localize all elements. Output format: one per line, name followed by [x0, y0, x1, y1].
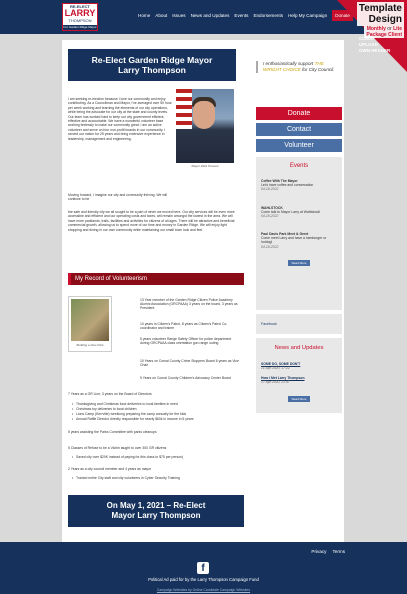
list-item: • Thanksgiving and Christmas food deliveries to local families in need — [76, 402, 236, 406]
event-desc: Come meet Larry and have a hamburger or hotdog! — [261, 236, 327, 245]
volunteer-item: 7 Years as a GR Lion; 3 years on the Board of Directors — [68, 392, 152, 396]
site-footer — [0, 542, 407, 594]
ribbon-title-2: Design — [368, 14, 402, 25]
volunteer-item: 5 years assisting the Parks Committee with parks cleanups — [68, 430, 157, 434]
election-banner — [68, 495, 244, 527]
ribbon-plan-or: or — [387, 26, 392, 32]
nav-events[interactable]: Events — [234, 13, 249, 18]
nav-about[interactable]: About — [155, 13, 168, 18]
intro-paragraph-1: I am seeking re-election because I love our community and enjoy contributing. As a Councilman and Mayor, I've averaged over 50 hour per week working and learning the elements of our city operations, while being the advocate for our city at the state and county levels. Our team has worked hard to keep our city government efficient, effective and accountable. We have a wonderful volunteer base working tirelessly to make our community great. I am an active volunteer and serve on four non-profit boards in our community. I served our nation for 25 years and bring extensive experience in leadership, management and engineering. — [68, 97, 172, 141]
event-date: 04-18-2022 — [261, 187, 279, 192]
volunteer-item: 10 Years on Comal County Crime Stoppers Board 6 years as Vice Chair — [140, 359, 239, 368]
campaign-logo[interactable] — [62, 3, 98, 31]
event-title: Paul Davis Park Meet & Greet — [261, 232, 309, 236]
flag-graphic — [176, 89, 192, 129]
intro-paragraph-2: Moving forward, I imagine our city and community thriving. We will continue to be — [68, 193, 168, 202]
volunteer-item: 5 Classes of Refuse to be a Victim taught to over 300 GR citizens — [68, 446, 167, 450]
photo-face — [193, 101, 215, 129]
list-item: • Lions Camp (Kerrville) weeklong preparing the camp annually for the kids — [76, 412, 236, 416]
event-date: 04-18-2022 — [261, 244, 279, 249]
ribbon-plan-b: Lite — [393, 26, 402, 32]
mayor-photo — [176, 89, 234, 163]
quote-highlight: THE WRIGHT CHOICE — [263, 61, 324, 72]
event-title: WAHLSTOCK — [261, 206, 283, 210]
volunteer-photo — [68, 296, 112, 352]
banner-line-1: On May 1, 2021 – Re-Elect — [106, 501, 206, 510]
quote-pre: I enthusiastically support — [263, 61, 314, 66]
facebook-link[interactable]: Facebook — [261, 322, 277, 326]
events-heading: Events — [289, 163, 309, 169]
ribbon-plan-c: Package Client — [366, 32, 402, 38]
list-item: • Christmas toy deliveries to local children — [76, 407, 236, 411]
events-panel — [256, 157, 342, 310]
event-desc: Let's have coffee and conversation — [261, 183, 314, 188]
hero-title — [68, 49, 236, 81]
nav-donate[interactable]: Donate — [332, 10, 353, 21]
nav-news[interactable]: News and Updates — [190, 13, 230, 18]
ribbon-badge-2: UPLOAD — [359, 42, 378, 47]
volunteer-item: 5 years volunteer Range Safety Officer for police department during GRCPAAA class orientation gun range outing — [140, 337, 232, 346]
volunteer-button[interactable]: Volunteer — [256, 139, 342, 152]
credit-link[interactable]: Campaign Websites by Online Candidate Campaign Websites — [156, 588, 251, 592]
event-desc: Come talk to Mayor Larry at Wahlstock! — [261, 210, 321, 215]
nav-home[interactable]: Home — [138, 13, 151, 18]
footer-links — [311, 549, 345, 554]
volunteer-heading: My Record of Volunteerism — [68, 273, 244, 285]
nav-endorsements[interactable]: Endorsements — [253, 13, 284, 18]
event-title: Coffee With The Mayor — [261, 179, 298, 183]
news-read-more-button[interactable]: Read More — [288, 396, 310, 402]
photo-caption: Mayor 2021 Present — [191, 164, 219, 168]
endorsement-quote — [256, 61, 342, 73]
logo-name: LARRY — [64, 8, 96, 18]
privacy-link[interactable]: Privacy — [311, 549, 327, 554]
nav-help[interactable]: Help My Campaign — [288, 13, 328, 18]
news-date: 21 Apr 2020, 17:22 — [261, 366, 290, 371]
donate-button[interactable]: Donate — [256, 107, 342, 120]
main-nav — [138, 13, 353, 21]
event-date: 04-18-2022 — [261, 214, 279, 219]
facebook-panel — [256, 314, 342, 334]
news-panel — [256, 338, 342, 413]
volunteer-photo-caption: Building a New Park — [76, 343, 104, 347]
paid-for-notice: Political Ad paid for by the Larry Thompson Campaign Fund — [148, 577, 259, 582]
banner-line-2: Mayor Larry Thompson — [111, 511, 201, 520]
news-item[interactable] — [261, 376, 337, 384]
logo-sub: THOMPSON — [68, 18, 92, 23]
ribbon-badge-1: CLIENT — [359, 36, 376, 41]
news-date: 17 Apr 2020, 21:47 — [261, 380, 290, 385]
template-ribbon — [337, 0, 407, 72]
volunteer-item: 5 Years on Comal County Children's Advocacy Center Board — [140, 376, 231, 380]
ribbon-badge-3: OWN HEADER — [359, 48, 391, 53]
list-item: • Saved city over $20K instead of paying for this class to $75 per person) — [76, 455, 236, 459]
terms-link[interactable]: Terms — [332, 549, 345, 554]
quote-post: for City Council. — [302, 67, 335, 72]
hero-title-2: Larry Thompson — [118, 65, 186, 75]
park-image — [71, 299, 109, 341]
nav-issues[interactable]: Issues — [172, 13, 186, 18]
list-item: • Trained entire City staff and city volunteers in Cyber Security Training — [76, 476, 236, 480]
news-heading: News and Updates — [274, 345, 324, 351]
event-item[interactable] — [261, 179, 337, 192]
ribbon-plan-a: Monthly — [366, 26, 386, 32]
event-item[interactable] — [261, 232, 337, 249]
logo-top: RE-ELECT — [70, 4, 90, 9]
volunteer-item: 13 Year member of the Garden Ridge Citizen Police Academy Alumni Association (GRCPAAA) 3 years on the board, 3 years as President — [140, 298, 238, 311]
ribbon-title — [357, 2, 404, 26]
facebook-icon[interactable]: f — [197, 562, 209, 574]
ribbon-badge — [359, 36, 390, 54]
contact-button[interactable]: Contact — [256, 123, 342, 136]
volunteer-item: 2 Years as a city council member and 4 years as mayor — [68, 467, 152, 471]
event-item[interactable] — [261, 206, 337, 219]
news-item[interactable] — [261, 362, 337, 370]
volunteer-item: 10 years in Citizen's Patrol, 8 years as Citizen's Patrol Co-coordinator and trainer — [140, 322, 228, 331]
intro-paragraph-3: the safe and friendly city we all sought to be a part of when we moved here. Our city services will be even more accessible and efficient and our operating costs and taxes, will remain amongst the lowest in the area. We will have more parklands, trails, facilities and activities for citizens of all ages. There will be attractive and beneficial commercial growth, allowing us to spend more of our time and money in Garden Ridge. We will enjoy light shopping and dining in our own community while maintaining our small town look and feel. — [68, 210, 235, 232]
hero-title-1: Re-Elect Garden Ridge Mayor — [91, 55, 213, 65]
events-read-more-button[interactable]: Read More — [288, 260, 310, 266]
logo-tag: For Garden Ridge Mayor — [63, 25, 97, 29]
news-title: How I Met Larry Thompson — [261, 376, 305, 380]
news-title: SOME DO, SOME DON'T — [261, 362, 301, 366]
main-content — [62, 40, 344, 542]
ribbon-title-1: Template — [358, 3, 402, 14]
list-item: • Annual Raffle Director directly responsible for nearly $60k in income in 5 years — [76, 417, 236, 421]
